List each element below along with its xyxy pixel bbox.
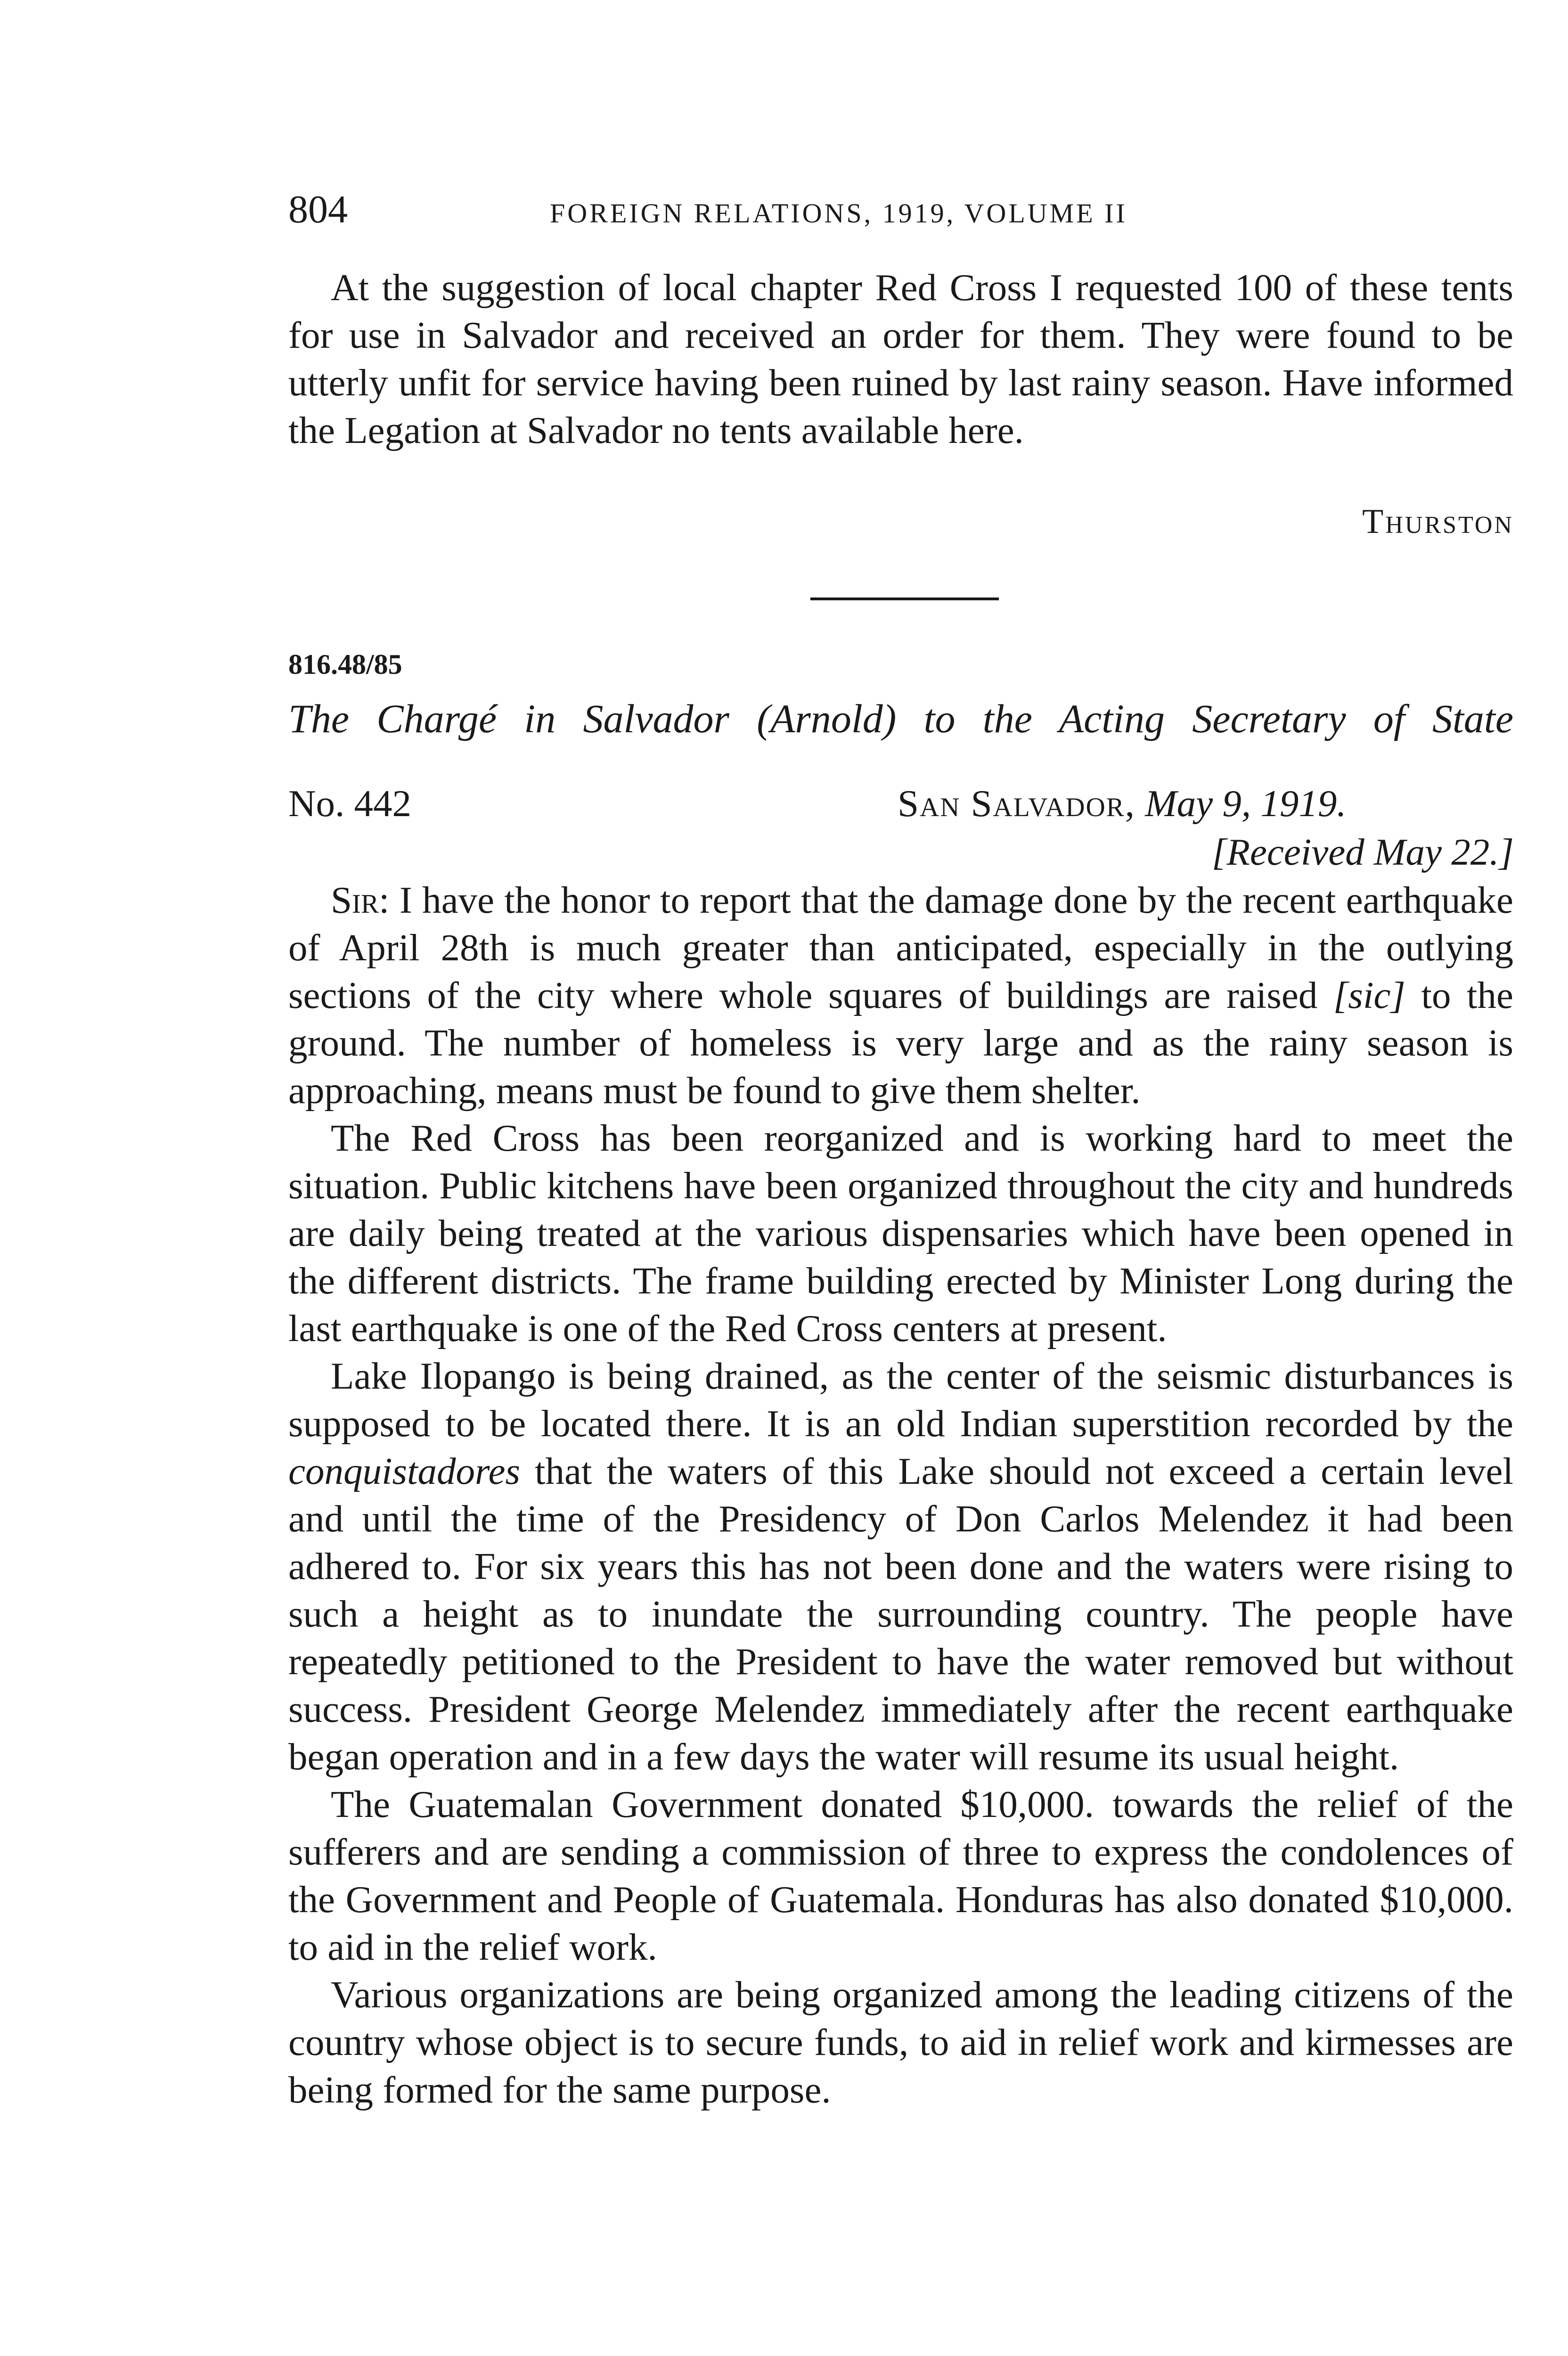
paragraph-3-end: that the waters of this Lake should not exceed a certain level and until the time of the Presidency of Don Carlos Melendez it had been adhered to. For six years this has not been done and the waters were rising to such a height as to inundate the surrounding country. The people have repeatedly petitioned to the President to have the water removed but without success. President George Melendez immediately after the recent earthquake began operation and in a few days the water will resume its usual height. — [288, 1450, 1513, 1778]
dateline-date: May 9, 1919. — [1145, 782, 1347, 825]
telegram-paragraph: At the suggestion of local chapter Red Cross I requested 100 of these tents for use in Salvador and received an order for them. They were found to be utterly unfit for service having been ruined by last rainy season. Have informed the Legation at Salvador no tents available here. — [288, 266, 1513, 451]
paragraph-3-start: Lake Ilopango is being drained, as the center of the seismic disturbances is supposed to be located there. It is an old Indian superstition recorded by the — [288, 1355, 1513, 1445]
body-paragraph-2: The Red Cross has been reorganized and is working hard to meet the situation. Public kitchens have been organized throughout the city and hundreds are daily being treated at the various dispensaries which have been opened in the different districts. The frame building erected by Minister Long during the last earthquake is one of the Red Cross centers at present. — [288, 1117, 1513, 1350]
body-paragraph-5: Various organizations are being organized among the leading citizens of the country whose object is to secure funds, to aid in relief work and kirmesses are being formed for the same purpose. — [288, 1973, 1513, 2111]
telegram-body — [288, 264, 1513, 454]
body-paragraph-1 — [288, 876, 1513, 1114]
sic-note: [sic] — [1333, 974, 1405, 1016]
body-paragraph-3 — [288, 1352, 1513, 1781]
body-paragraph-4: The Guatemalan Government donated $10,000. towards the relief of the sufferers and are sending a commission of three to express the condolences of the Government and People of Guatemala. Honduras has also donated $10,000. to aid in the relief work. — [288, 1783, 1513, 1968]
paragraph-1-text: I have the honor to report that the damage done by the recent earthquake of April 28th is much greater than anticipated, especially in the outlying sections of the city where whole squares of buildings are raised — [288, 879, 1514, 1016]
paragraph-1-end: to the ground. The number of homeless is very large and as the rainy season is approaching, means must be found to give them shelter. — [288, 974, 1513, 1112]
section-divider — [810, 597, 999, 600]
salutation: Sir: — [331, 879, 390, 921]
dispatch-number: No. 442 — [288, 782, 411, 825]
dateline — [898, 780, 1347, 827]
file-number: 816.48/85 — [288, 649, 402, 680]
received-date: [Received May 22.] — [1212, 831, 1514, 873]
dateline-place: San Salvador, — [898, 782, 1135, 825]
page-header — [288, 184, 1513, 236]
running-head: FOREIGN RELATIONS, 1919, VOLUME II — [550, 198, 1127, 229]
document-title: The Chargé in Salvador (Arnold) to the Acting Secretary of State — [288, 696, 1513, 741]
paragraph-3-italic: conquistadores — [288, 1450, 520, 1492]
telegram-signature: Thurston — [1362, 502, 1514, 541]
dispatch-body — [288, 876, 1513, 2114]
page-number: 804 — [288, 188, 348, 231]
